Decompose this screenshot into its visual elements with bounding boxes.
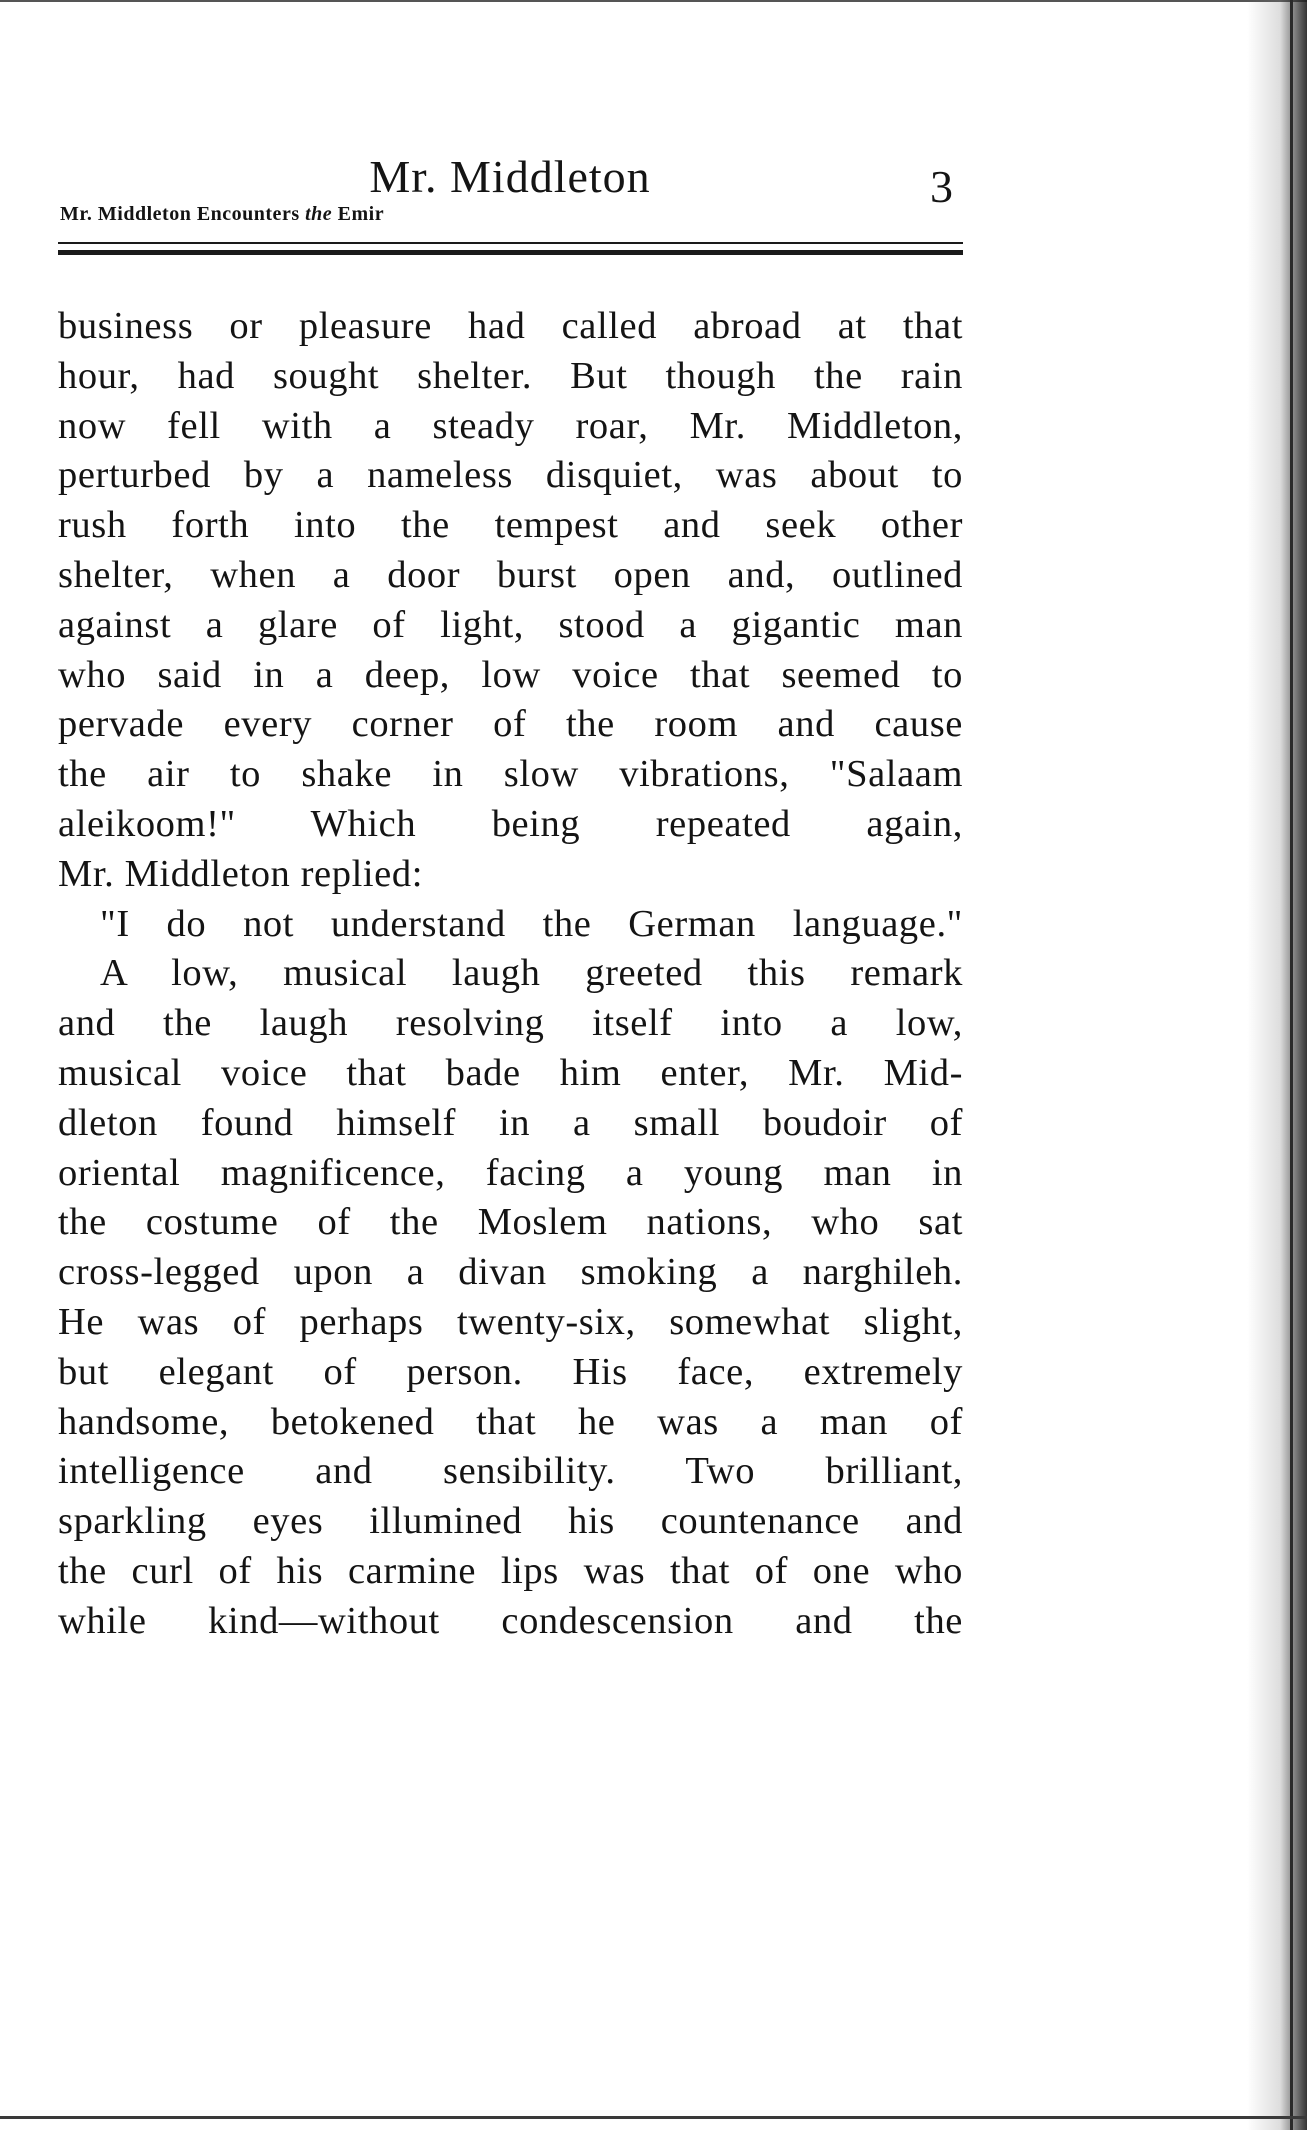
- text-line: sparkling eyes illumined his countenance and: [58, 1500, 963, 1543]
- text-line: the costume of the Moslem nations, who sat: [58, 1201, 963, 1244]
- text-line: the curl of his carmine lips was that of one who: [58, 1549, 963, 1592]
- text-line: cross-legged upon a divan smoking a narghileh.: [58, 1251, 963, 1294]
- text-line: shelter, when a door burst open and, outlined: [58, 553, 963, 596]
- page-number: 3: [930, 161, 953, 212]
- text-line: business or pleasure had called abroad at that: [58, 305, 963, 347]
- text-line: A low, musical laugh greeted this remark: [100, 952, 963, 995]
- chapter-heading-suffix: Emir: [337, 203, 385, 225]
- text-line: the air to shake in slow vibrations, "Salaam: [58, 753, 963, 796]
- text-line: musical voice that bade him enter, Mr. Mid-: [58, 1051, 963, 1094]
- text-line: intelligence and sensibility. Two brilliant,: [58, 1450, 963, 1493]
- chapter-heading-prefix: Mr. Middleton Encounters: [60, 203, 300, 225]
- text-line: aleikoom!" Which being repeated again,: [58, 802, 963, 845]
- text-line: dleton found himself in a small boudoir of: [58, 1101, 963, 1144]
- scan-bottom-edge: [0, 2116, 1307, 2119]
- text-line: "I do not understand the German language.": [100, 902, 963, 945]
- scan-top-edge: [0, 0, 1307, 2]
- text-line: oriental magnificence, facing a young man in: [58, 1151, 963, 1194]
- text-line: who said in a deep, low voice that seemed to: [58, 653, 963, 696]
- header-rule-thick: [58, 250, 963, 255]
- text-line: but elegant of person. His face, extremely: [58, 1350, 963, 1393]
- text-line: hour, had sought shelter. But though the rain: [58, 354, 963, 397]
- text-line: rush forth into the tempest and seek other: [58, 504, 963, 547]
- text-line: He was of perhaps twenty-six, somewhat slight,: [58, 1300, 963, 1343]
- text-line: now fell with a steady roar, Mr. Middleton,: [58, 404, 963, 447]
- text-line: perturbed by a nameless disquiet, was about to: [58, 454, 963, 497]
- text-line: handsome, betokened that he was a man of: [58, 1400, 963, 1443]
- text-line: against a glare of light, stood a gigantic man: [58, 603, 963, 646]
- chapter-heading: [60, 203, 384, 226]
- scan-edge-shadow: [1247, 0, 1307, 2130]
- scan-right-edge: [1290, 0, 1293, 2130]
- header-rule-thin: [58, 242, 963, 244]
- running-title: Mr. Middleton: [369, 151, 651, 202]
- body-text: [58, 302, 963, 1647]
- text-line: while kind—without condescension and the: [58, 1599, 963, 1642]
- text-line: Mr. Middleton replied:: [58, 852, 424, 895]
- chapter-heading-italic: the: [305, 203, 333, 225]
- text-line: pervade every corner of the room and cause: [58, 703, 963, 746]
- text-line: and the laugh resolving itself into a low,: [58, 1002, 963, 1045]
